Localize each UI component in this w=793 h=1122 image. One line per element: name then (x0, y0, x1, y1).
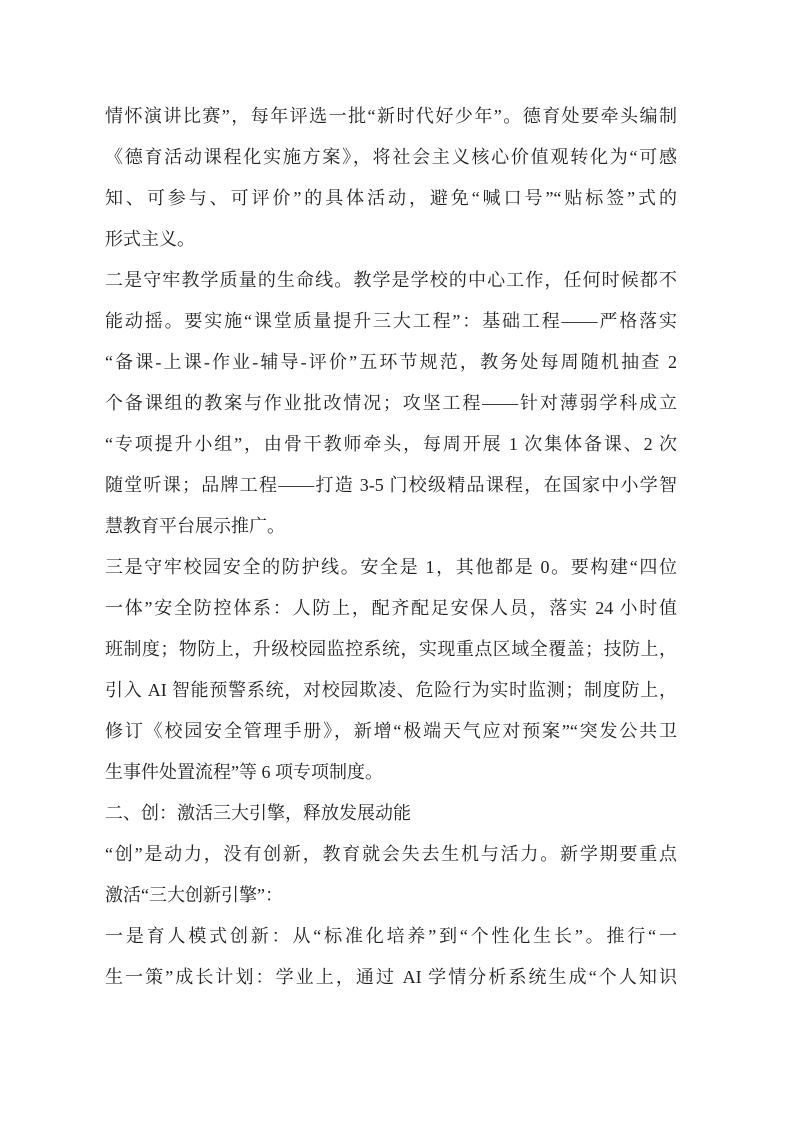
para-section-heading-innovation (105, 793, 677, 834)
text-line: 生事件处置流程”等 6 项专项制度。 (105, 762, 383, 782)
text-line: 个备课组的教案与作业批改情况；攻坚工程——针对薄弱学科成立 (105, 393, 677, 413)
text-line: “专项提升小组”，由骨干教师牵头，每周开展 1 次集体备课、2 次 (105, 434, 677, 454)
text-line: 二、创：激活三大引擎，释放发展动能 (105, 803, 411, 823)
text-line: “备课-上课-作业-辅导-评价”五环节规范，教务处每周随机抽查 2 (105, 352, 677, 372)
text-line: 生一策”成长计划：学业上，通过 AI 学情分析系统生成“个人知识 (105, 967, 677, 987)
text-line: 随堂听课；品牌工程——打造 3-5 门校级精品课程，在国家中小学智 (105, 475, 677, 495)
para-moral-education-continued (105, 96, 677, 260)
para-innovation-intro (105, 834, 677, 916)
text-line: 《德育活动课程化实施方案》，将社会主义核心价值观转化为“可感 (105, 147, 677, 167)
para-teaching-quality (105, 260, 677, 547)
text-line: “创”是动力，没有创新，教育就会失去生机与活力。新学期要重点 (105, 844, 677, 864)
text-line: 形式主义。 (105, 229, 195, 249)
text-line: 引入 AI 智能预警系统，对校园欺凌、危险行为实时监测；制度防上， (105, 680, 677, 700)
text-line: 激活“三大创新引擎”： (105, 885, 283, 905)
text-line: 能动摇。要实施“课堂质量提升三大工程”：基础工程——严格落实 (105, 311, 677, 331)
text-line: 慧教育平台展示推广。 (105, 516, 285, 536)
text-line: 修订《校园安全管理手册》，新增“极端天气应对预案”“突发公共卫 (105, 721, 677, 741)
text-line: 班制度；物防上，升级校园监控系统，实现重点区域全覆盖；技防上， (105, 639, 677, 659)
text-line: 情怀演讲比赛”，每年评选一批“新时代好少年”。德育处要牵头编制 (105, 106, 677, 126)
text-line: 一是育人模式创新：从“标准化培养”到“个性化生长”。推行“一 (105, 926, 677, 946)
text-line: 一体”安全防控体系：人防上，配齐配足安保人员，落实 24 小时值 (105, 598, 677, 618)
text-line: 二是守牢教学质量的生命线。教学是学校的中心工作，任何时候都不 (105, 270, 677, 290)
para-campus-safety (105, 547, 677, 793)
para-education-model-innovation (105, 916, 677, 998)
document-body (105, 96, 677, 998)
text-line: 三是守牢校园安全的防护线。安全是 1，其他都是 0。要构建“四位 (105, 557, 677, 577)
text-line: 知、可参与、可评价”的具体活动，避免“喊口号”“贴标签”式的 (105, 188, 677, 208)
